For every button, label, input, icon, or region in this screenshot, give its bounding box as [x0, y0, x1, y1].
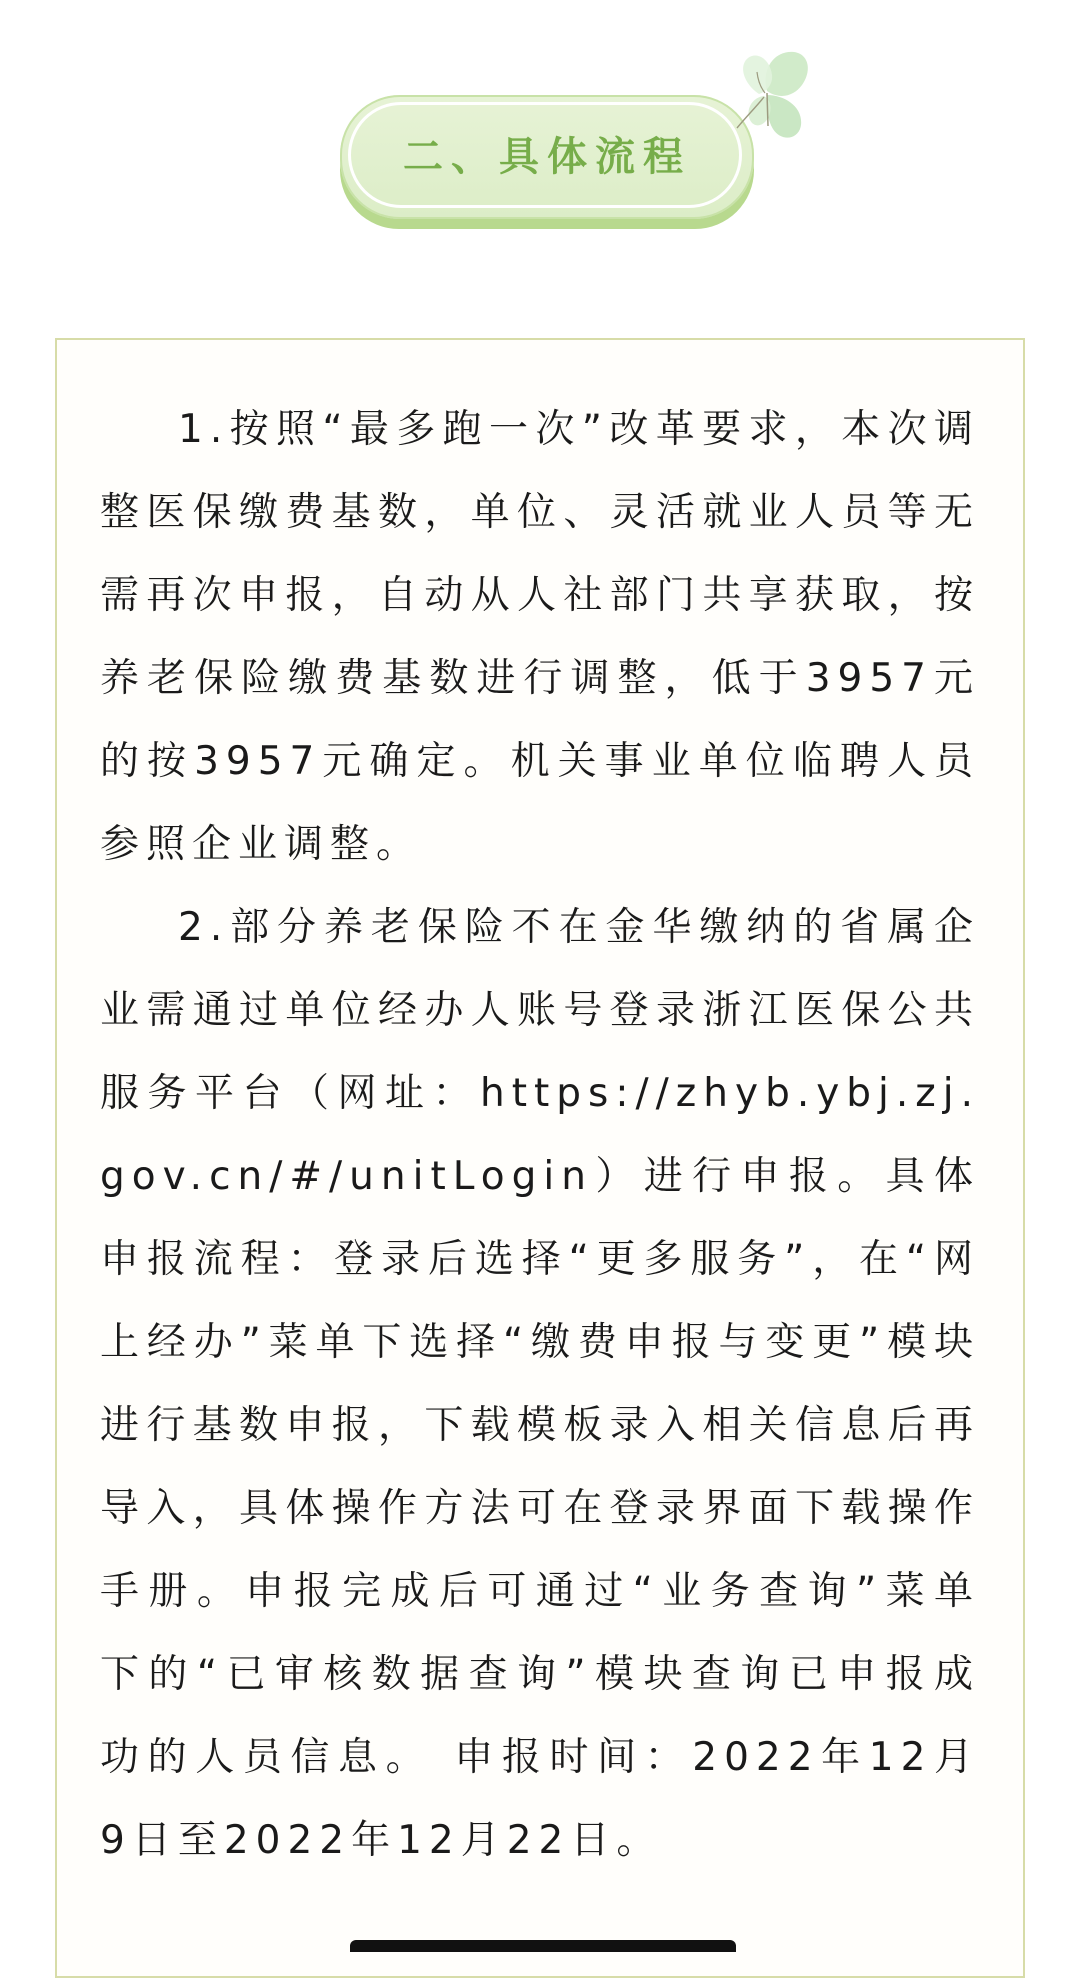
section-title-badge	[340, 95, 756, 235]
content-text	[100, 388, 980, 1882]
section-title: 二、具体流程	[403, 134, 691, 180]
home-indicator	[350, 1940, 736, 1952]
butterfly-icon	[728, 46, 814, 146]
paragraph-2: 2.部分养老保险不在金华缴纳的省属企业需通过单位经办人账号登录浙江医保公共服务平台（网址：https://zhyb.ybj.zj.gov.cn/#/unitLogin）进行申报。具体申报流程：登录后选择“更多服务”，在“网上经办”菜单下选择“缴费申报与变更”模块进行基数申报，下载模板录入相关信息后再导入，具体操作方法可在登录界面下载操作手册。申报完成后可通过“业务查询”菜单下的“已审核数据查询”模块查询已申报成功的人员信息。 申报时间：2022年12月9日至2022年12月22日。	[100, 905, 980, 1863]
paragraph-1: 1.按照“最多跑一次”改革要求，本次调整医保缴费基数，单位、灵活就业人员等无需再次申报，自动从人社部门共享获取，按养老保险缴费基数进行调整，低于3957元的按3957元确定。机关事业单位临聘人员参照企业调整。	[100, 407, 980, 867]
badge-background	[340, 95, 754, 219]
